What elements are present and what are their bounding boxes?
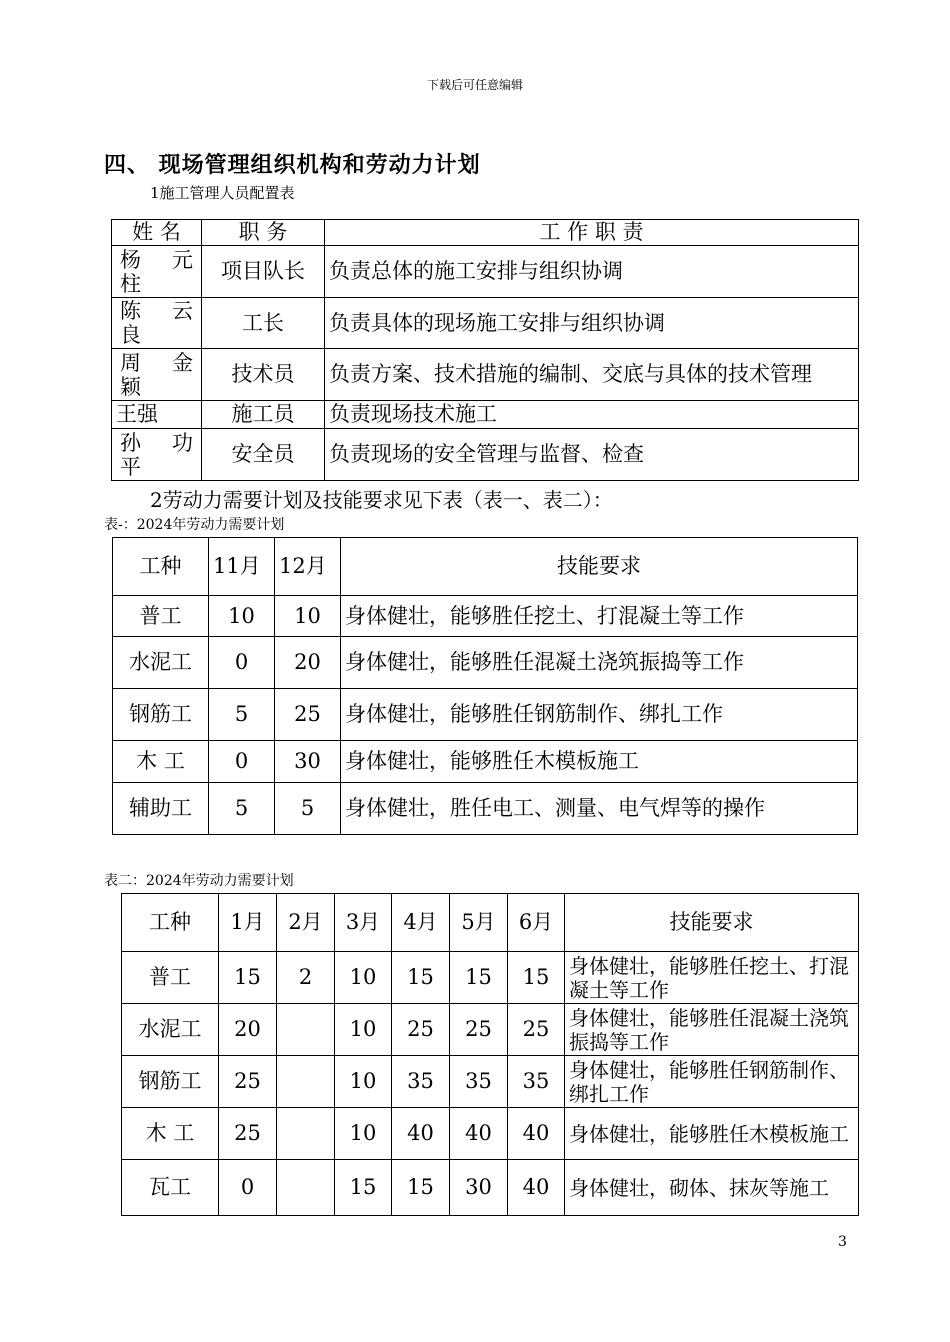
staff-duty: 负责现场的安全管理与监督、检查 <box>325 429 859 481</box>
staff-position: 项目队长 <box>202 246 325 298</box>
table-header-row <box>112 220 859 246</box>
count-cell: 35 <box>392 1056 450 1108</box>
table-row <box>113 689 858 741</box>
count-cell: 35 <box>508 1056 565 1108</box>
table-row <box>112 298 859 349</box>
count-cell: 25 <box>275 689 341 741</box>
labor-table-1 <box>112 537 858 835</box>
staff-duty: 负责方案、技术措施的编制、交底与具体的技术管理 <box>325 349 859 401</box>
staff-name: 孙 功 平 <box>112 429 202 481</box>
count-cell <box>277 1160 335 1216</box>
staff-name: 杨 元 柱 <box>112 246 202 298</box>
skill-cell: 身体健壮，能够胜任混凝土浇筑振捣等工作 <box>341 637 858 689</box>
trade-cell: 木 工 <box>122 1108 219 1160</box>
table-row <box>112 429 859 481</box>
header-cell: 职 务 <box>202 220 325 246</box>
count-cell <box>277 1004 335 1056</box>
count-cell: 30 <box>275 741 341 783</box>
skill-cell: 身体健壮，能够胜任钢筋制作、绑扎工作 <box>341 689 858 741</box>
count-cell: 10 <box>335 1056 392 1108</box>
staff-table-subtitle: 1施工管理人员配置表 <box>150 184 295 202</box>
count-cell: 0 <box>209 741 275 783</box>
header-cell: 6月 <box>508 894 565 952</box>
trade-cell: 辅助工 <box>113 783 209 835</box>
skill-cell: 身体健壮，砌体、抹灰等施工 <box>565 1160 859 1216</box>
header-cell: 11月 <box>209 538 275 596</box>
count-cell: 30 <box>450 1160 508 1216</box>
count-cell: 5 <box>209 783 275 835</box>
table-row <box>122 952 859 1004</box>
count-cell: 10 <box>275 596 341 637</box>
header-cell: 12月 <box>275 538 341 596</box>
skill-cell: 身体健壮，能够胜任木模板施工 <box>341 741 858 783</box>
count-cell <box>277 1056 335 1108</box>
count-cell: 20 <box>219 1004 277 1056</box>
table-row <box>113 741 858 783</box>
count-cell: 15 <box>508 952 565 1004</box>
count-cell: 25 <box>508 1004 565 1056</box>
count-cell: 10 <box>335 1108 392 1160</box>
trade-cell: 普工 <box>122 952 219 1004</box>
skill-cell: 身体健壮，能够胜任挖土、打混凝土等工作 <box>565 952 859 1004</box>
header-cell: 3月 <box>335 894 392 952</box>
count-cell: 25 <box>219 1108 277 1160</box>
header-cell: 4月 <box>392 894 450 952</box>
header-cell: 技能要求 <box>565 894 859 952</box>
table-row <box>122 1056 859 1108</box>
header-cell: 姓 名 <box>112 220 202 246</box>
count-cell: 40 <box>392 1108 450 1160</box>
trade-cell: 钢筋工 <box>122 1056 219 1108</box>
count-cell: 0 <box>209 637 275 689</box>
header-cell: 工种 <box>113 538 209 596</box>
skill-cell: 身体健壮，能够胜任钢筋制作、绑扎工作 <box>565 1056 859 1108</box>
labor-plan-intro: 2劳动力需要计划及技能要求见下表（表一、表二）： <box>150 488 613 512</box>
labor-table-2 <box>121 893 859 1216</box>
staff-name: 陈 云 良 <box>112 298 202 349</box>
trade-cell: 水泥工 <box>113 637 209 689</box>
table-row <box>113 783 858 835</box>
trade-cell: 普工 <box>113 596 209 637</box>
header-cell: 2月 <box>277 894 335 952</box>
trade-cell: 水泥工 <box>122 1004 219 1056</box>
count-cell: 10 <box>209 596 275 637</box>
table-row <box>112 246 859 298</box>
staff-name: 周 金 颖 <box>112 349 202 401</box>
count-cell: 15 <box>392 1160 450 1216</box>
count-cell: 25 <box>450 1004 508 1056</box>
trade-cell: 木 工 <box>113 741 209 783</box>
count-cell: 15 <box>392 952 450 1004</box>
header-cell: 工 作 职 责 <box>325 220 859 246</box>
table-row <box>122 1160 859 1216</box>
count-cell: 15 <box>450 952 508 1004</box>
table-row <box>112 349 859 401</box>
table1-caption: 表-：2024年劳动力需要计划 <box>104 517 285 533</box>
staff-duty: 负责现场技术施工 <box>325 401 859 429</box>
staff-position: 技术员 <box>202 349 325 401</box>
count-cell: 10 <box>335 952 392 1004</box>
count-cell: 40 <box>450 1108 508 1160</box>
staff-duty: 负责总体的施工安排与组织协调 <box>325 246 859 298</box>
table-header-row <box>113 538 858 596</box>
skill-cell: 身体健壮，胜任电工、测量、电气焊等的操作 <box>341 783 858 835</box>
trade-cell: 瓦工 <box>122 1160 219 1216</box>
table2-caption: 表二：2024年劳动力需要计划 <box>104 873 294 889</box>
skill-cell: 身体健壮，能够胜任混凝土浇筑振捣等工作 <box>565 1004 859 1056</box>
staff-position: 工长 <box>202 298 325 349</box>
header-cell: 工种 <box>122 894 219 952</box>
table-row <box>113 596 858 637</box>
staff-duty: 负责具体的现场施工安排与组织协调 <box>325 298 859 349</box>
table-header-row <box>122 894 859 952</box>
header-cell: 技能要求 <box>341 538 858 596</box>
count-cell <box>277 1108 335 1160</box>
count-cell: 35 <box>450 1056 508 1108</box>
count-cell: 0 <box>219 1160 277 1216</box>
skill-cell: 身体健壮，能够胜任木模板施工 <box>565 1108 859 1160</box>
count-cell: 25 <box>392 1004 450 1056</box>
table-row <box>122 1108 859 1160</box>
staff-position: 安全员 <box>202 429 325 481</box>
table-row <box>122 1004 859 1056</box>
count-cell: 40 <box>508 1108 565 1160</box>
header-cell: 5月 <box>450 894 508 952</box>
skill-cell: 身体健壮，能够胜任挖土、打混凝土等工作 <box>341 596 858 637</box>
header-cell: 1月 <box>219 894 277 952</box>
count-cell: 2 <box>277 952 335 1004</box>
staff-position: 施工员 <box>202 401 325 429</box>
staff-name: 王强 <box>112 401 202 429</box>
page-number: 3 <box>838 1234 847 1250</box>
page-header: 下载后可任意编辑 <box>426 78 523 92</box>
table-row <box>112 401 859 429</box>
count-cell: 20 <box>275 637 341 689</box>
count-cell: 40 <box>508 1160 565 1216</box>
count-cell: 25 <box>219 1056 277 1108</box>
count-cell: 5 <box>209 689 275 741</box>
section-heading: 四、 现场管理组织机构和劳动力计划 <box>104 152 481 178</box>
staff-table <box>111 219 859 481</box>
count-cell: 5 <box>275 783 341 835</box>
trade-cell: 钢筋工 <box>113 689 209 741</box>
count-cell: 10 <box>335 1004 392 1056</box>
count-cell: 15 <box>219 952 277 1004</box>
table-row <box>113 637 858 689</box>
count-cell: 15 <box>335 1160 392 1216</box>
